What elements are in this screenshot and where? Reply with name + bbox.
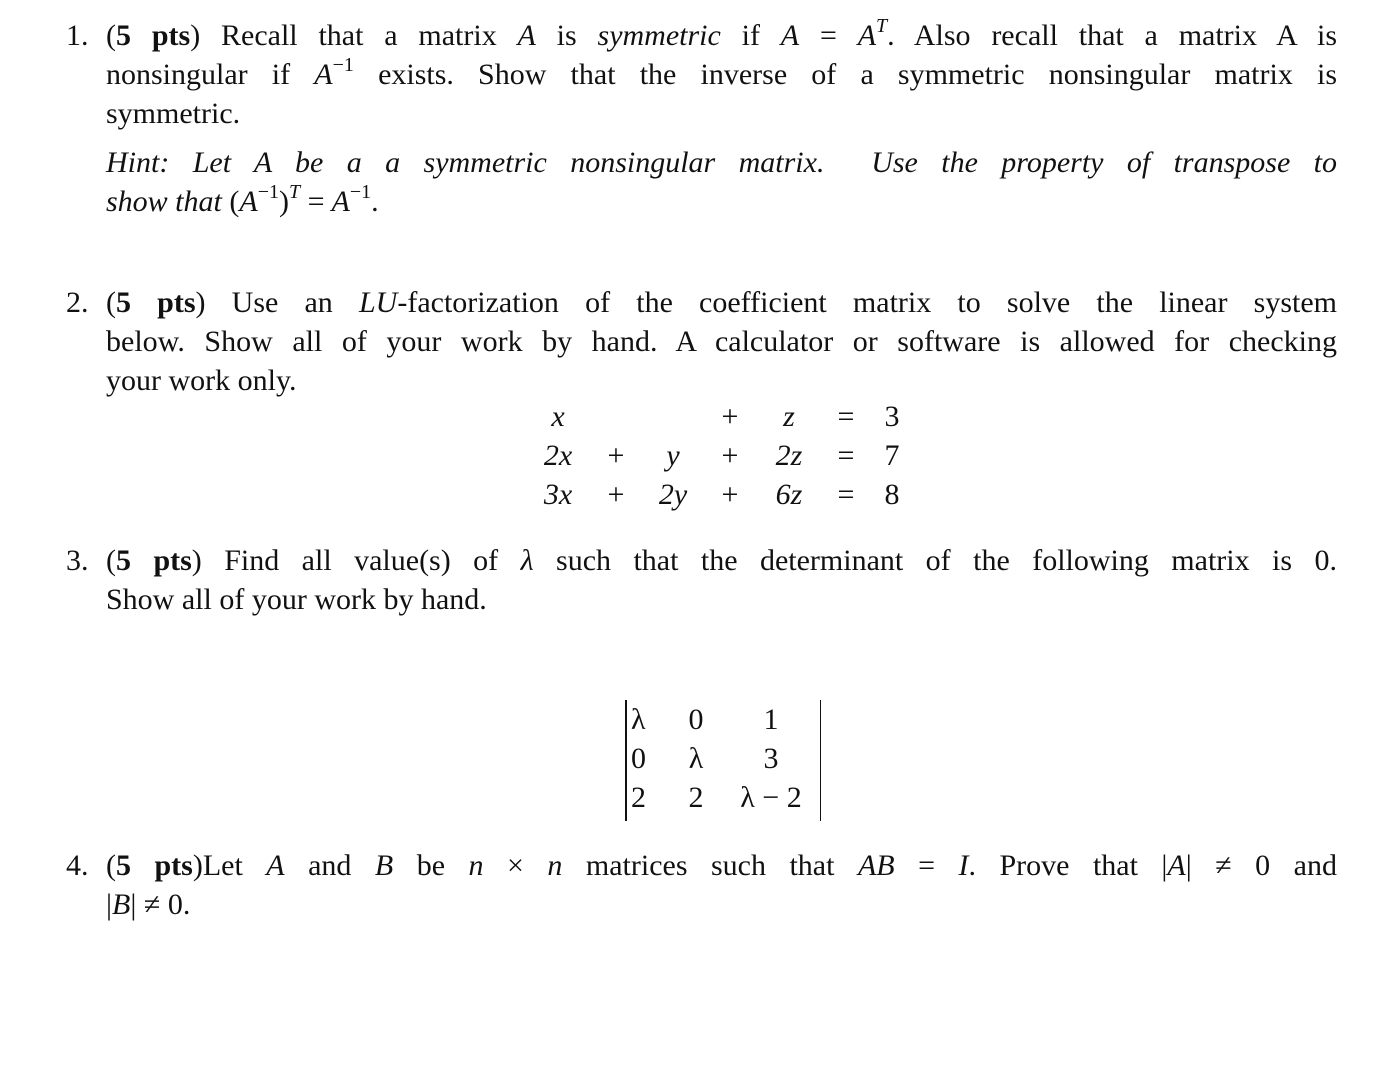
operator: +: [721, 478, 739, 511]
problem-4: [66, 846, 1337, 924]
problem-1-hint: Hint: Let A be a a symmetric nonsingular matrix. Use the property of transpose to show that $(A^{-1})^T = A^{-1}$.: [106, 146, 1337, 218]
rhs: 3: [884, 400, 900, 433]
problem-number: 4.: [66, 849, 89, 882]
matrix-cell: λ − 2: [740, 781, 802, 814]
linear-system: [530, 397, 910, 514]
matrix-row: [631, 739, 811, 778]
term: z: [783, 400, 795, 433]
determinant-bar-right: [820, 700, 822, 821]
points-label: 5 pts: [116, 286, 196, 319]
matrix-cell: 2: [631, 781, 646, 814]
equals: =: [837, 478, 855, 511]
points-label: 5 pts: [116, 849, 193, 882]
problem-number: 3.: [66, 544, 89, 577]
term: 2y: [658, 478, 688, 511]
rhs: 7: [884, 439, 900, 472]
determinant-matrix: [625, 700, 821, 821]
term: 6z: [775, 478, 803, 511]
equation-row: [530, 436, 910, 475]
equation-row: [530, 475, 910, 514]
term: x: [551, 400, 565, 433]
equals: =: [837, 400, 855, 433]
equation-row: [530, 397, 910, 436]
problem-2-statement: (5 pts) Use an LU-factorization of the coefficient matrix to solve the linear system below. Show all of your work by hand. A calculator or software is allowed for checking your work only.: [106, 286, 1337, 397]
problem-number: 2.: [66, 286, 89, 319]
operator: +: [607, 439, 625, 472]
points-label: 5 pts: [116, 544, 192, 577]
operator: +: [721, 439, 739, 472]
determinant-bar-left: [625, 700, 627, 821]
term: 2x: [543, 439, 573, 472]
problem-3-statement: (5 pts) Find all value(s) of λ such that the determinant of the following matrix is 0. Show all of your work by hand.: [106, 544, 1337, 616]
term: [646, 397, 700, 436]
problem-3: [66, 541, 1337, 619]
operator: +: [607, 478, 625, 511]
operator: +: [721, 400, 739, 433]
problem-1: [66, 16, 1337, 221]
equals: =: [837, 439, 855, 472]
matrix-row: [631, 778, 811, 817]
matrix-cell: 3: [763, 742, 779, 775]
points-label: 5 pts: [116, 19, 191, 52]
problem-1-statement: (5 pts) Recall that a matrix A is symmetric if $A = A^T$. Also recall that a matrix A is nonsingular if $A^{-1}$ exists. Show that the inverse of a symmetric nonsingular matrix is symmetric. Hint: Let A be a a symmetric nonsingular matrix. Use the property of transpose to show that $(A^{-1})^T = A^{-1}$.: [106, 16, 1337, 221]
matrix-cell: 1: [763, 703, 779, 736]
matrix-cell: 2: [688, 781, 704, 814]
operator: [586, 397, 646, 436]
matrix-cell: 0: [688, 703, 704, 736]
matrix-cell: 0: [631, 742, 646, 775]
term: 2z: [775, 439, 803, 472]
matrix-cell: λ: [631, 703, 646, 736]
term: 3x: [543, 478, 573, 511]
matrix-row: [631, 700, 811, 739]
problem-4-statement: (5 pts)Let A and B be n × n matrices such that AB = I. Prove that |A| ≠ 0 and |B| ≠ 0.: [106, 849, 1337, 921]
problem-number: 1.: [66, 19, 89, 52]
matrix-cell: λ: [688, 742, 704, 775]
term: y: [666, 439, 680, 472]
problem-2: [66, 283, 1337, 400]
rhs: 8: [884, 478, 900, 511]
